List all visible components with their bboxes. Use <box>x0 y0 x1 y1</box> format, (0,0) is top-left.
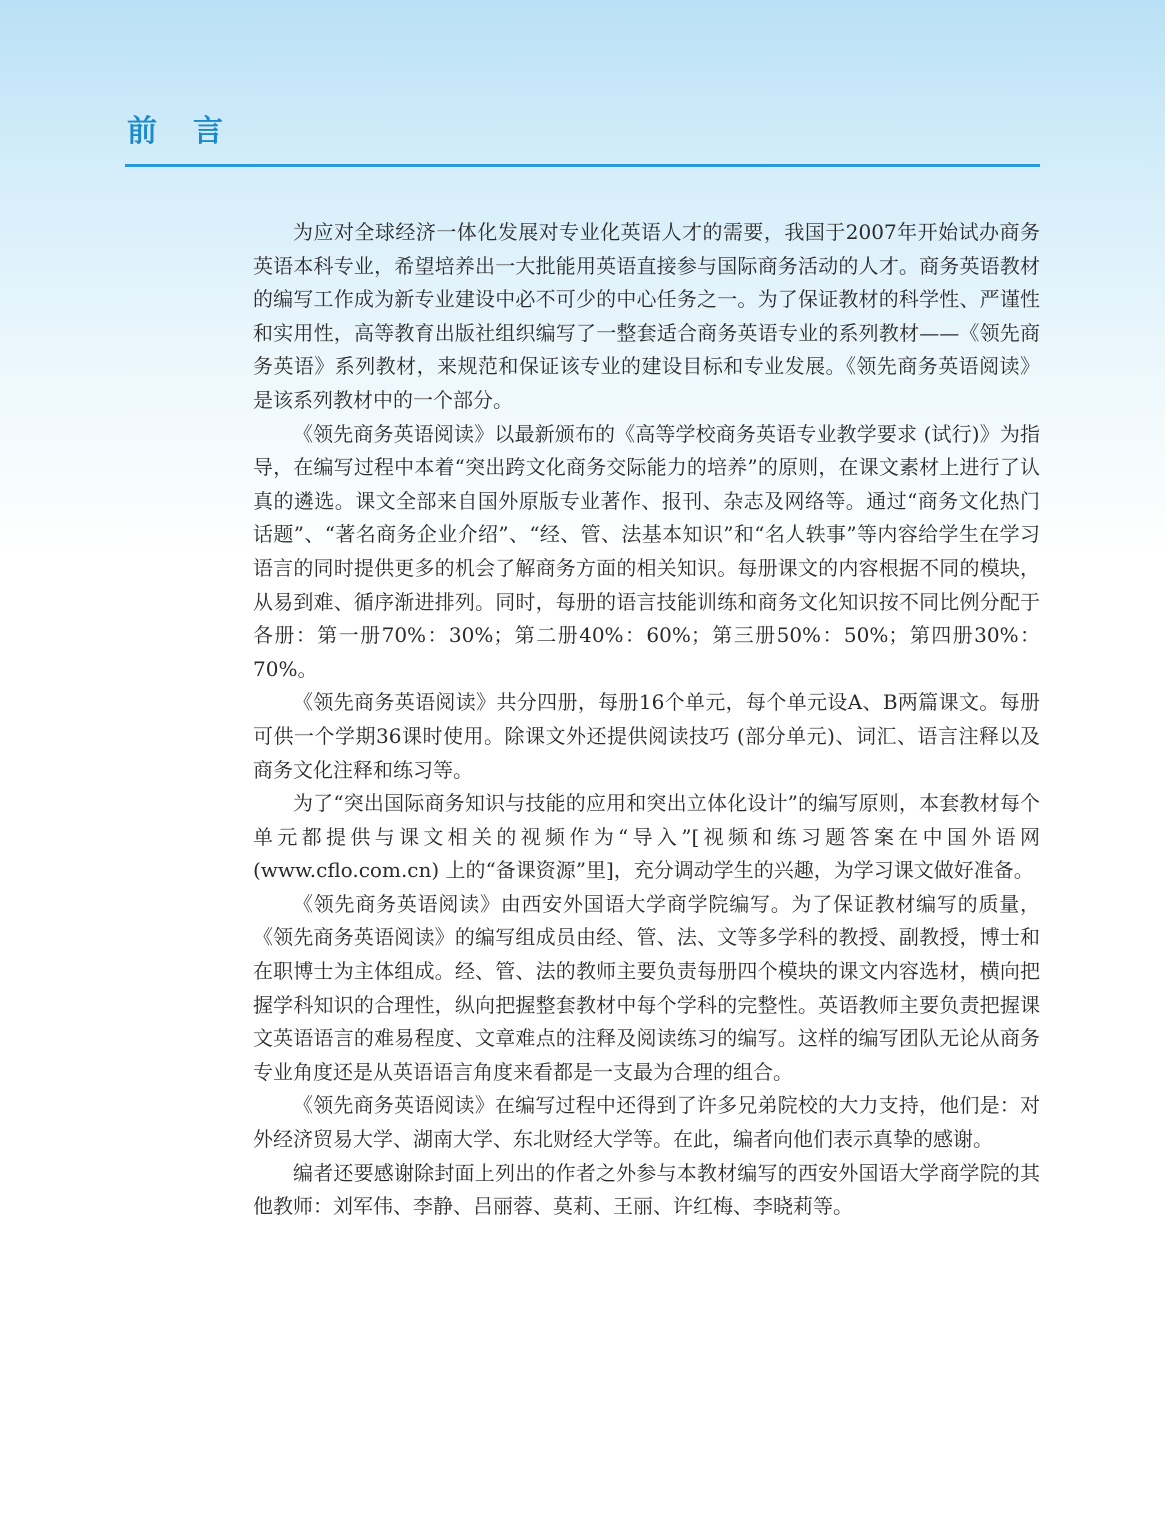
body-text <box>253 216 1040 1224</box>
paragraph: 为了“突出国际商务知识与技能的应用和突出立体化设计”的编写原则，本套教材每个单元都提供与课文相关的视频作为“导入”[视频和练习题答案在中国外语网 (www.cflo.com.cn) 上的“备课资源”里]，充分调动学生的兴趣，为学习课文做好准备。 <box>253 791 1040 883</box>
paragraph: 《领先商务英语阅读》以最新颁布的《高等学校商务英语专业教学要求 (试行)》为指导，在编写过程中本着“突出跨文化商务交际能力的培养”的原则，在课文素材上进行了认真的遴选。课文全部来自国外原版专业著作、报刊、杂志及网络等。通过“商务文化热门话题”、“著名商务企业介绍”、“经、管、法基本知识”和“名人轶事”等内容给学生在学习语言的同时提供更多的机会了解商务方面的相关知识。每册课文的内容根据不同的模块，从易到难、循序渐进排列。同时，每册的语言技能训练和商务文化知识按不同比例分配于各册：第一册70%：30%；第二册40%：60%；第三册50%：50%；第四册30%：70%。 <box>253 421 1040 681</box>
paragraph: 《领先商务英语阅读》共分四册，每册16个单元，每个单元设A、B两篇课文。每册可供一个学期36课时使用。除课文外还提供阅读技巧 (部分单元)、词汇、语言注释以及商务文化注释和练习等。 <box>253 690 1040 782</box>
heading-divider <box>125 164 1040 167</box>
paragraph: 《领先商务英语阅读》在编写过程中还得到了许多兄弟院校的大力支持，他们是：对外经济贸易大学、湖南大学、东北财经大学等。在此，编者向他们表示真挚的感谢。 <box>253 1093 1040 1152</box>
paragraph: 《领先商务英语阅读》由西安外国语大学商学院编写。为了保证教材编写的质量，《领先商务英语阅读》的编写组成员由经、管、法、文等多学科的教授、副教授，博士和在职博士为主体组成。经、管、法的教师主要负责每册四个模块的课文内容选材，横向把握学科知识的合理性，纵向把握整套教材中每个学科的完整性。英语教师主要负责把握课文英语语言的难易程度、文章难点的注释及阅读练习的编写。这样的编写团队无论从商务专业角度还是从英语语言角度来看都是一支最为合理的组合。 <box>253 891 1040 1084</box>
page-title: 前言 <box>127 114 259 149</box>
paragraph: 为应对全球经济一体化发展对专业化英语人才的需要，我国于2007年开始试办商务英语本科专业，希望培养出一大批能用英语直接参与国际商务活动的人才。商务英语教材的编写工作成为新专业建设中必不可少的中心任务之一。为了保证教材的科学性、严谨性和实用性，高等教育出版社组织编写了一整套适合商务英语专业的系列教材——《领先商务英语》系列教材，来规范和保证该专业的建设目标和专业发展。《领先商务英语阅读》是该系列教材中的一个部分。 <box>253 220 1040 412</box>
paragraph: 编者还要感谢除封面上列出的作者之外参与本教材编写的西安外国语大学商学院的其他教师：刘军伟、李静、吕丽蓉、莫莉、王丽、许红梅、李晓莉等。 <box>253 1160 1040 1219</box>
